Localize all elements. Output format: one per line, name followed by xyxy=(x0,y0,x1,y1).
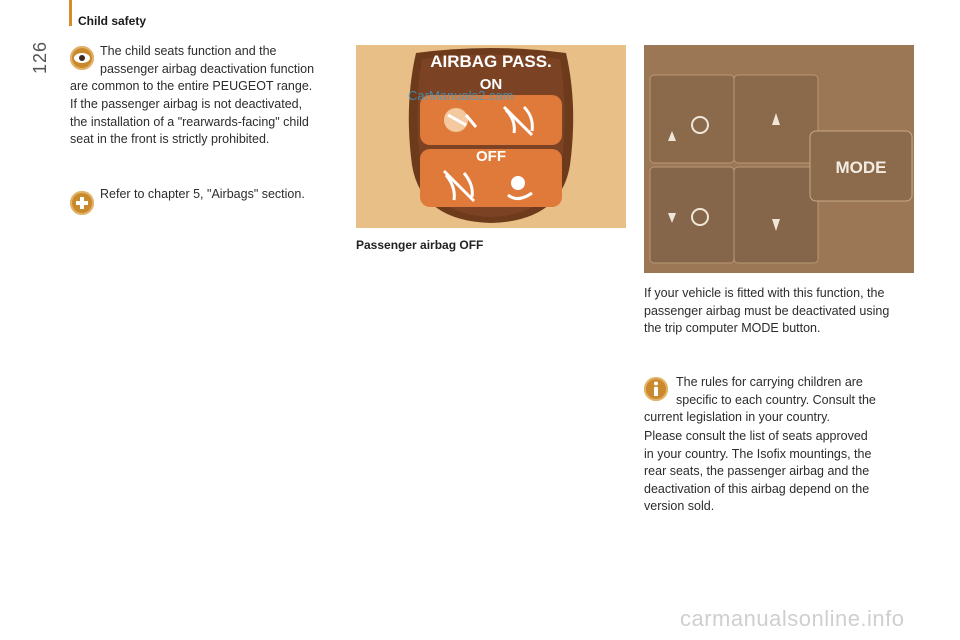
function-line-3: the trip computer MODE button. xyxy=(644,321,821,335)
mode-button-label: MODE xyxy=(835,158,887,177)
list-line-3: rear seats, the passenger airbag and the xyxy=(644,464,870,478)
list-paragraph xyxy=(644,428,871,516)
function-paragraph xyxy=(644,285,889,338)
note-info-line-1: The rules for carrying children are xyxy=(676,375,863,389)
plus-icon xyxy=(70,191,94,215)
list-line-5: version sold. xyxy=(644,499,715,513)
warning-line-3: seat in the front is strictly prohibited. xyxy=(70,132,270,146)
panel-off-label: OFF xyxy=(476,148,506,165)
list-line-1: Please consult the list of seats approved xyxy=(644,429,868,443)
list-line-2: in your country. The Isofix mountings, the xyxy=(644,446,872,461)
panel-title-label: AIRBAG PASS. xyxy=(430,52,552,71)
function-line-2: passenger airbag must be deactivated using xyxy=(644,303,890,318)
airbag-panel-photo xyxy=(356,45,626,228)
list-line-4: deactivation of this airbag depend on the xyxy=(644,481,870,496)
warning-paragraph xyxy=(70,96,309,149)
watermark: CarManuals2.com xyxy=(408,88,514,103)
note-eye-line-1: The child seats function and the xyxy=(100,44,277,58)
note-eye-line-2: passenger airbag deactivation function xyxy=(100,61,315,76)
function-line-1: If your vehicle is fitted with this function, the xyxy=(644,286,885,300)
panel-on-label: ON xyxy=(479,76,503,93)
note-eye-line-3: are common to the entire PEUGEOT range. xyxy=(70,79,313,93)
photo-caption: Passenger airbag OFF xyxy=(356,238,484,252)
note-info-line-2: specific to each country. Consult the xyxy=(676,392,876,407)
warning-line-2: the installation of a "rearwards-facing" child xyxy=(70,114,309,129)
note-plus-text: Refer to chapter 5, "Airbags" section. xyxy=(100,187,305,201)
eye-icon xyxy=(70,46,94,70)
footer-site-watermark: carmanualsonline.info xyxy=(680,606,905,631)
note-info-line-3: current legislation in your country. xyxy=(644,410,830,424)
section-accent-bar xyxy=(69,0,72,26)
warning-line-1: If the passenger airbag is not deactivated, xyxy=(70,97,303,111)
page-number: 126 xyxy=(30,40,50,74)
section-title: Child safety xyxy=(78,14,147,28)
info-icon xyxy=(644,377,668,401)
